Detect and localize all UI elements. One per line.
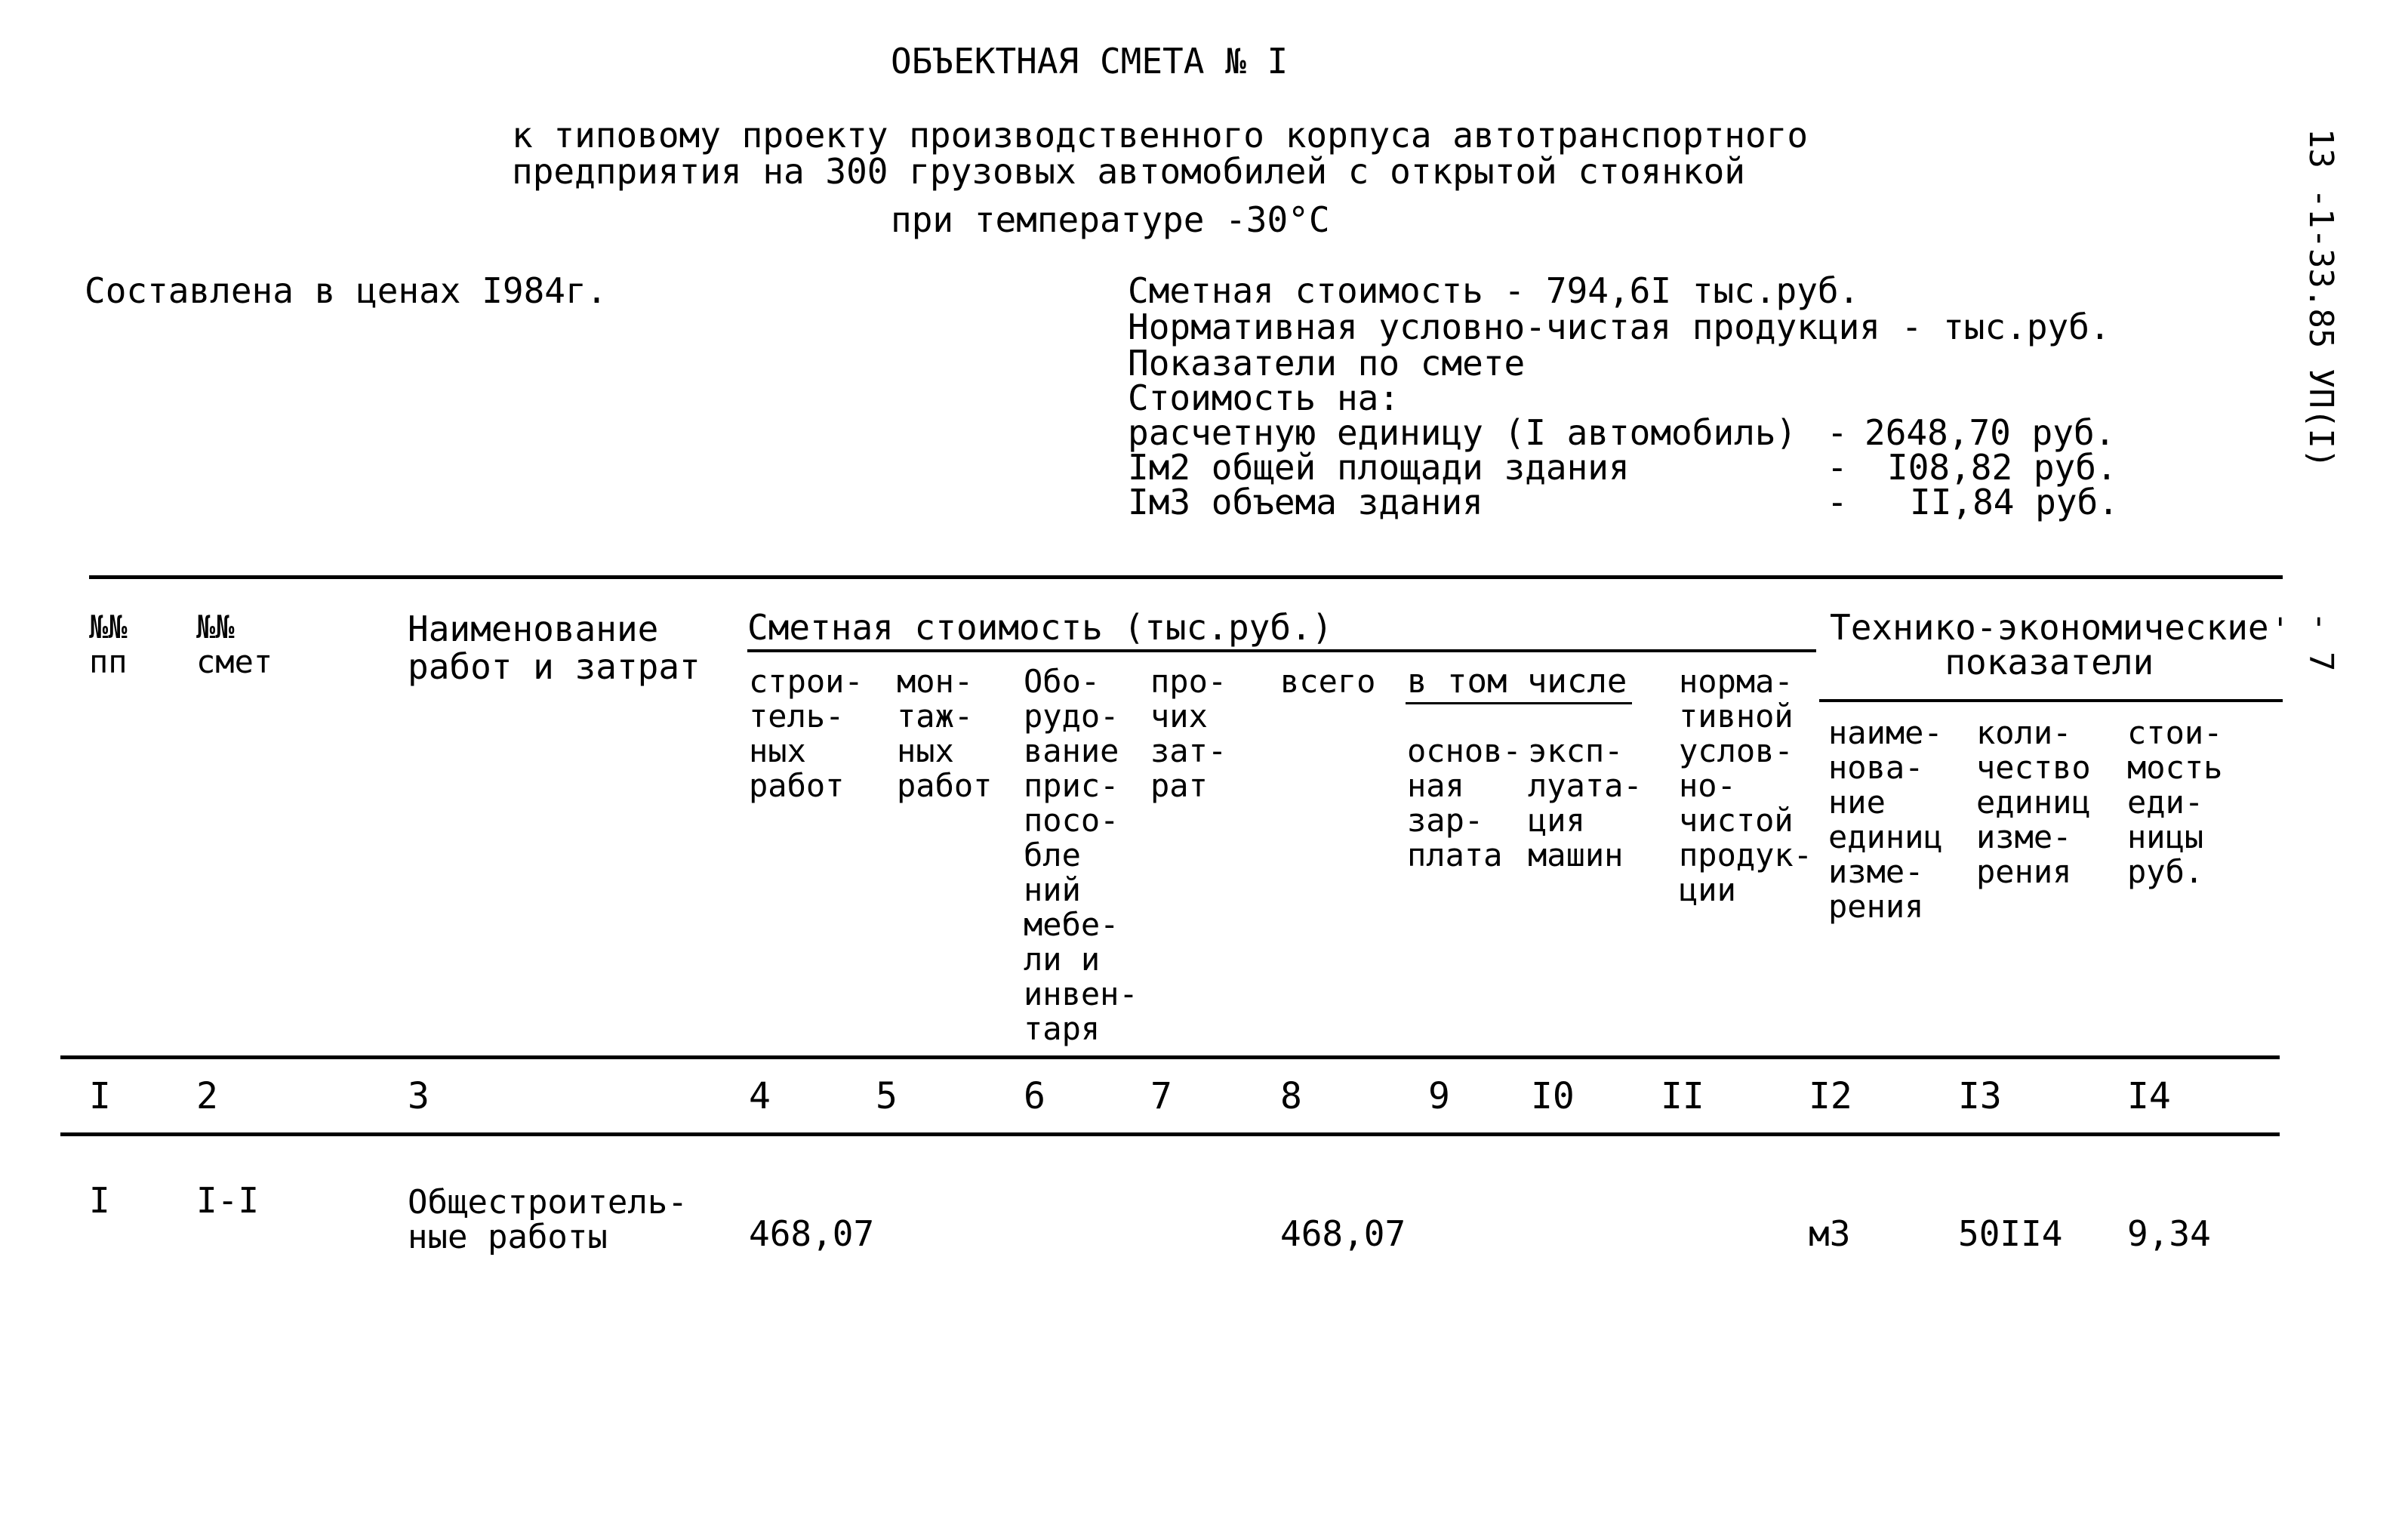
header-total: всего <box>1280 663 1376 700</box>
column-number: 4 <box>749 1075 771 1117</box>
estimated-cost: Сметная стоимость - 794,6I тыс.руб. <box>1128 270 1860 311</box>
header-unit-name: наиме- нова- ние единиц изме- рения <box>1828 714 1943 925</box>
table-top-rule <box>89 575 2283 579</box>
header-machine-operation: эксп- луата- ция машин <box>1528 732 1643 874</box>
summary-row-dash: - <box>1827 447 1848 488</box>
header-other: про- чих зат- рат <box>1150 663 1227 804</box>
header-construction: строи- тель- ных работ <box>749 663 864 804</box>
column-number: 8 <box>1280 1075 1302 1117</box>
column-number: I3 <box>1958 1075 2002 1117</box>
cost-on-label: Стоимость на: <box>1128 377 1400 418</box>
column-number: 7 <box>1150 1075 1172 1117</box>
unit-name: м3 <box>1809 1213 1851 1254</box>
total-cost: 468,07 <box>1280 1213 1406 1254</box>
column-number: I <box>89 1075 111 1117</box>
column-number: 6 <box>1024 1075 1045 1117</box>
summary-row-label: Iм3 объема здания <box>1128 482 1483 522</box>
column-number: 5 <box>876 1075 898 1117</box>
summary-row-dash: - <box>1827 482 1848 522</box>
header-equipment: Обо- рудо- вание прис- посо- бле ний мебе- ли и инвен- таря <box>1024 663 1138 1047</box>
summary-row-dash: - <box>1827 412 1848 453</box>
subtitle-line-3: при температуре -30°C <box>891 199 1330 240</box>
summary-row-value: I08,82 руб. <box>1887 447 2117 488</box>
incl-group-rule <box>1406 702 1632 704</box>
subtitle-line-2: предприятия на 300 грузовых автомобилей с открытой стоянкой <box>512 151 1745 192</box>
header-cost-group: Сметная стоимость (тыс.руб.) <box>747 607 1333 648</box>
subtitle-line-1: к типовому проекту производственного корпуса автотранспортного <box>512 115 1809 156</box>
column-number: I2 <box>1809 1075 1852 1117</box>
tech-group-rule <box>1819 699 2283 702</box>
column-number: I0 <box>1531 1075 1575 1117</box>
header-row-number: №№ пп <box>89 609 128 680</box>
summary-row-value: 2648,70 руб. <box>1865 412 2116 453</box>
header-unit-cost: стои- мость еди- ницы руб. <box>2127 714 2223 890</box>
document-title: ОБЪЕКТНАЯ СМЕТА № I <box>891 41 1289 82</box>
summary-row-label: расчетную единицу (I автомобиль) <box>1128 412 1797 453</box>
unit-cost: 9,34 <box>2127 1213 2211 1254</box>
normative-product: Нормативная условно-чистая продукция - тыс.руб. <box>1128 307 2111 347</box>
header-incl-group: в том числе <box>1407 662 1627 701</box>
construction-cost: 468,07 <box>749 1213 875 1254</box>
header-bottom-rule <box>60 1055 2280 1059</box>
summary-row-label: Iм2 общей площади здания <box>1128 447 1630 488</box>
page-number: - 7 - <box>2263 612 2340 672</box>
header-work-name: Наименование работ и затрат <box>408 609 701 687</box>
header-basic-salary: основ- ная зар- плата <box>1407 732 1522 874</box>
header-normative-product: норма- тивной услов- но- чистой продук- ции <box>1679 663 1813 908</box>
margin-code: 13 -1-33.85 УП(I) <box>2302 128 2340 469</box>
summary-row-value: II,84 руб. <box>1910 482 2119 522</box>
header-installation: мон- таж- ных работ <box>897 663 993 804</box>
row-number: I <box>89 1180 110 1221</box>
header-estimate-number: №№ смет <box>196 609 273 680</box>
column-number: 2 <box>196 1075 218 1117</box>
work-name: Общестроитель- ные работы <box>408 1183 688 1256</box>
prices-note: Составлена в ценах I984г. <box>85 270 608 311</box>
column-number: II <box>1661 1075 1704 1117</box>
indicators-label: Показатели по смете <box>1128 343 1526 384</box>
header-tech-group: Технико-экономические показатели <box>1830 607 2269 683</box>
estimate-number: I-I <box>196 1180 260 1221</box>
cost-group-rule <box>747 649 1816 652</box>
unit-quantity: 50II4 <box>1958 1213 2063 1254</box>
column-numbers-rule <box>60 1132 2280 1136</box>
column-number: I4 <box>2127 1075 2171 1117</box>
header-unit-quantity: коли- чество единиц изме- рения <box>1976 714 2091 890</box>
column-number: 3 <box>408 1075 430 1117</box>
column-number: 9 <box>1428 1075 1450 1117</box>
